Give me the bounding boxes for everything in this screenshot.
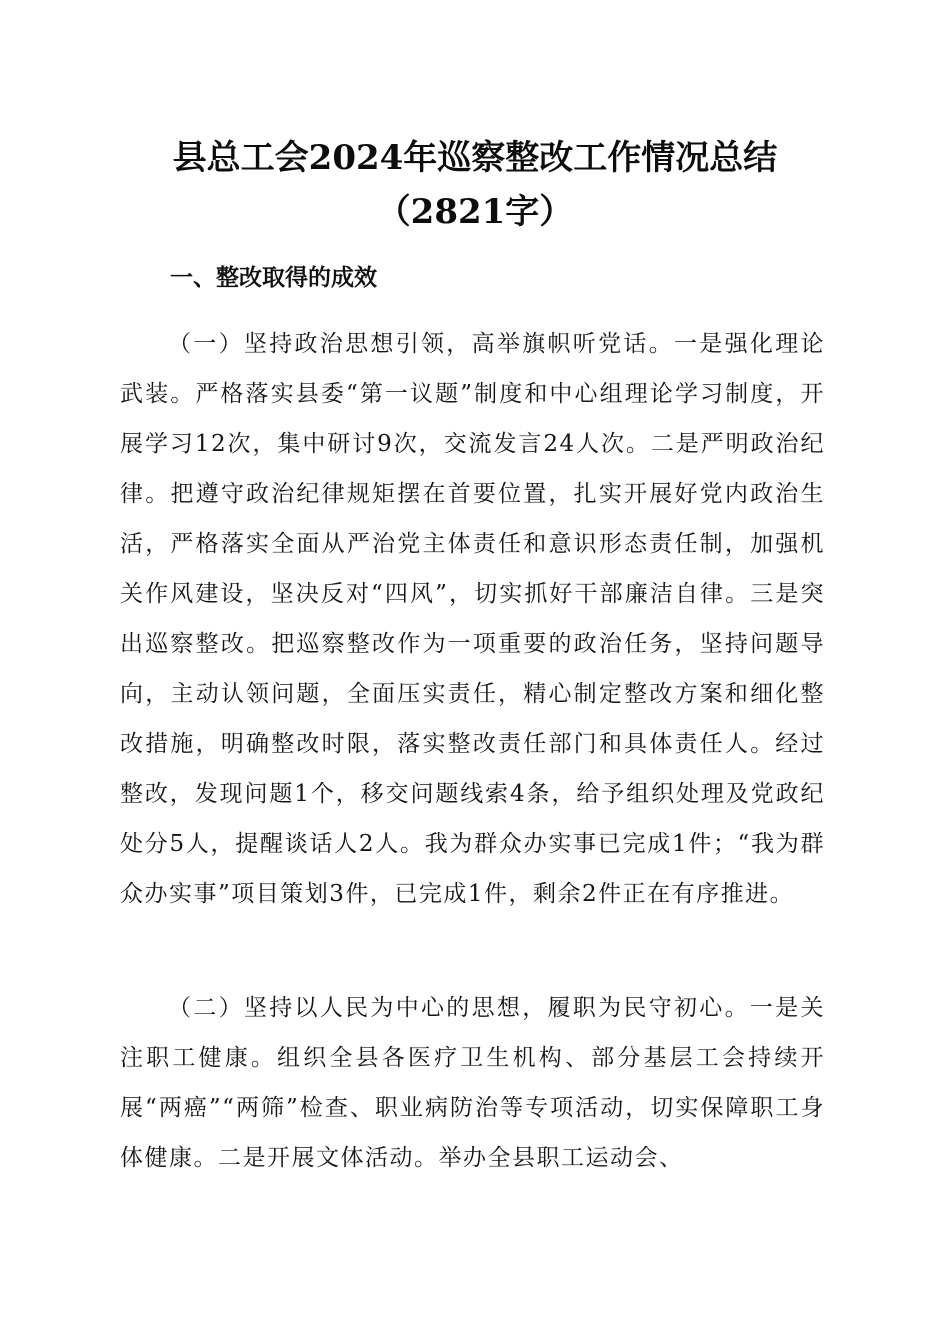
document-subtitle-word-count: （2821字）	[376, 192, 574, 232]
paragraph-2: （二）坚持以人民为中心的思想，履职为民守初心。一是关注职工健康。组织全县各医疗卫生机构、部分基层工会持续开展“两癌”“两筛”检查、职业病防治等专项活动，切实保障职工身体健康。二是开展文体活动。举办全县职工运动会、	[120, 995, 825, 1171]
document-title: 县总工会2024年巡察整改工作情况总结	[172, 138, 778, 178]
section-heading: 一、整改取得的成效	[170, 265, 377, 291]
paragraph-1: （一）坚持政治思想引领，高举旗帜听党话。一是强化理论武装。严格落实县委“第一议题”制度和中心组理论学习制度，开展学习12次，集中研讨9次，交流发言24人次。二是严明政治纪律。把遵守政治纪律规矩摆在首要位置，扎实开展好党内政治生活，严格落实全面从严治党主体责任和意识形态责任制，加强机关作风建设，坚决反对“四风”，切实抓好干部廉洁自律。三是突出巡察整改。把巡察整改作为一项重要的政治任务，坚持问题导向，主动认领问题，全面压实责任，精心制定整改方案和细化整改措施，明确整改时限，落实整改责任部门和具体责任人。经过整改，发现问题1个，移交问题线索4条，给予组织处理及党政纪处分5人，提醒谈话人2人。我为群众办实事已完成1件；“我为群众办实事”项目策划3件，已完成1件，剩余2件正在有序推进。	[120, 331, 825, 907]
